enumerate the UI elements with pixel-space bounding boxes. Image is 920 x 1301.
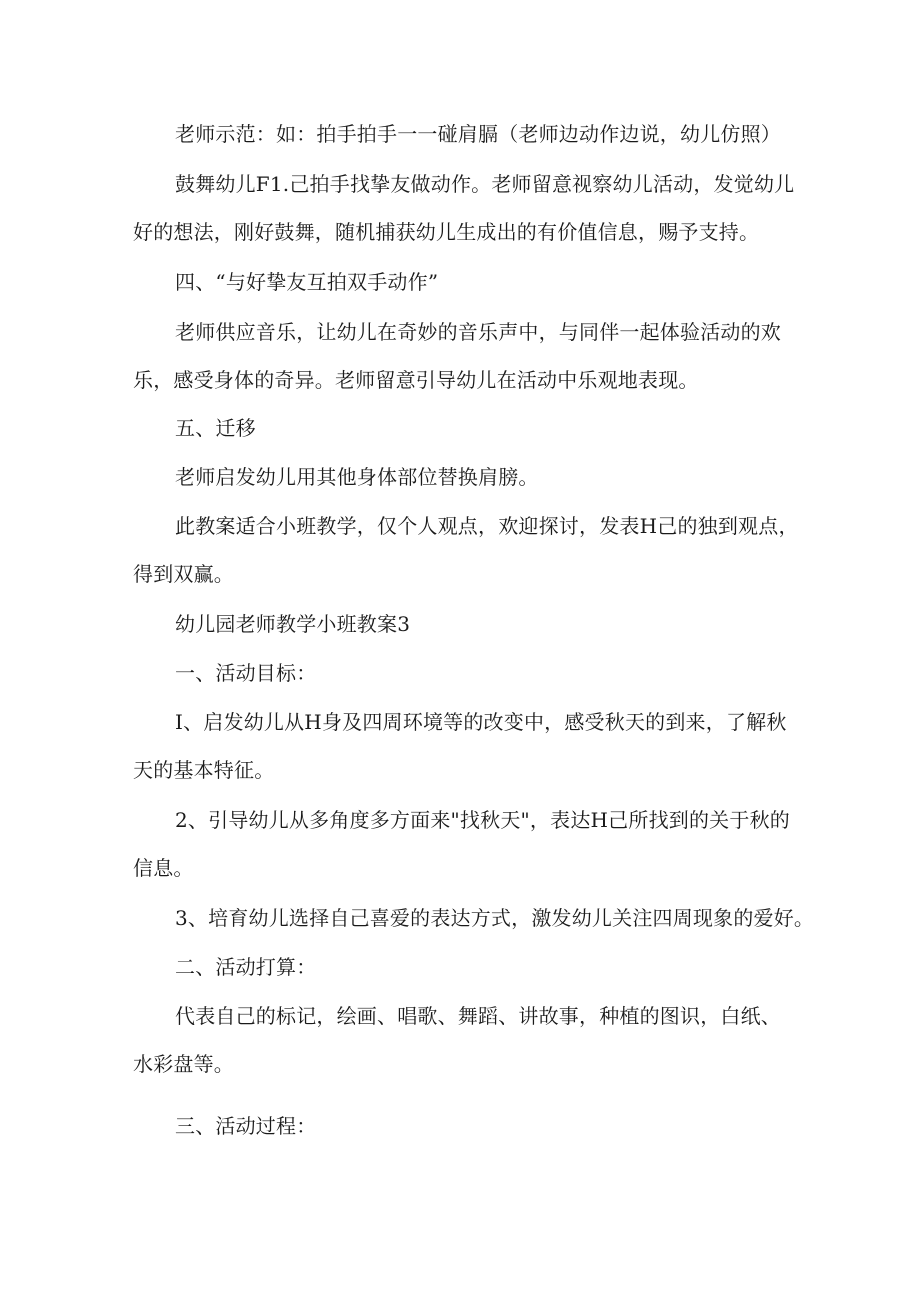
heading-lesson-plan-3: 幼儿园老师教学小班教案3 xyxy=(175,612,411,636)
goal-2-line2: 信息。 xyxy=(133,856,194,880)
paragraph-transfer: 老师启发幼儿用其他身体部位替换肩膀。 xyxy=(175,465,539,489)
paragraph-teacher-demo: 老师示范：如：拍手拍手一一碰肩膈（老师边动作边说，幼儿仿照） xyxy=(175,122,781,146)
goal-1-line1: I、启发幼儿从H身及四周环境等的改变中，感受秋天的到来，了解秋 xyxy=(175,710,787,734)
paragraph-music-line2: 乐，感受身体的奇异。老师留意引导幼儿在活动中乐观地表现。 xyxy=(133,368,699,392)
preparation-line1: 代表自己的标记，绘画、唱歌、舞蹈、讲故事，种植的图识，白纸、 xyxy=(175,1004,781,1028)
paragraph-note-line1: 此教案适合小班教学，仅个人观点，欢迎探讨，发表H己的独到观点， xyxy=(175,514,799,538)
heading-section-four: 四、“与好挚友互拍双手动作” xyxy=(175,270,439,294)
paragraph-note-line2: 得到双赢。 xyxy=(133,562,234,586)
heading-section-five: 五、迁移 xyxy=(175,416,256,440)
paragraph-music-line1: 老师供应音乐，让幼儿在奇妙的音乐声中，与同伴一起体验活动的欢 xyxy=(175,320,781,344)
heading-activity-preparation: 二、活动打算： xyxy=(175,955,317,979)
heading-activity-goals: 一、活动目标： xyxy=(175,661,317,685)
goal-1-line2: 天的基本特征。 xyxy=(133,758,275,782)
heading-activity-process: 三、活动过程： xyxy=(175,1114,317,1138)
goal-2-line1: 2、引导幼儿从多角度多方面来"找秋天"，表达H己所找到的关于秋的 xyxy=(175,808,790,832)
paragraph-encourage-line1: 鼓舞幼儿F1.己拍手找挚友做动作。老师留意视察幼儿活动，发觉幼儿 xyxy=(175,172,795,196)
goal-3: 3、培育幼儿选择自己喜爱的表达方式，激发幼儿关注四周现象的爱好。 xyxy=(175,906,815,930)
preparation-line2: 水彩盘等。 xyxy=(133,1052,234,1076)
paragraph-encourage-line2: 好的想法，刚好鼓舞，随机捕获幼儿生成出的有价值信息，赐予支持。 xyxy=(133,220,760,244)
